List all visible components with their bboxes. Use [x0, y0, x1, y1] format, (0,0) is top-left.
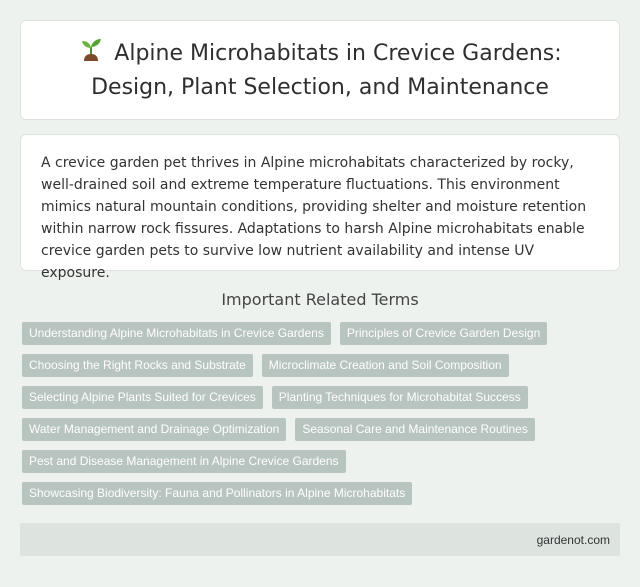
- related-term-tag[interactable]: Seasonal Care and Maintenance Routines: [295, 418, 534, 441]
- footer: [20, 523, 620, 556]
- related-term-tag[interactable]: Pest and Disease Management in Alpine Crevice Gardens: [22, 450, 346, 473]
- related-term-tag[interactable]: Understanding Alpine Microhabitats in Crevice Gardens: [22, 322, 331, 345]
- related-term-tag[interactable]: Showcasing Biodiversity: Fauna and Pollinators in Alpine Microhabitats: [22, 482, 412, 505]
- page-title: [51, 36, 589, 104]
- related-term-tag[interactable]: Planting Techniques for Microhabitat Success: [272, 386, 528, 409]
- related-terms-heading: Important Related Terms: [221, 290, 419, 309]
- description-text: A crevice garden pet thrives in Alpine microhabitats characterized by rocky, well-drained soil and extreme temperature fluctuations. This environment mimics natural mountain conditions, providing shelter and moisture retention within narrow rock fissures. Adaptations to harsh Alpine microhabitats enable crevice garden pets to survive low nutrient availability and intense UV exposure.: [41, 155, 587, 281]
- seedling-icon: [78, 36, 104, 72]
- title-card: [20, 20, 620, 120]
- related-term-tag[interactable]: Principles of Crevice Garden Design: [340, 322, 547, 345]
- related-term-tag[interactable]: Selecting Alpine Plants Suited for Crevices: [22, 386, 263, 409]
- description-card: [20, 134, 620, 281]
- page-title-text: Alpine Microhabitats in Crevice Gardens: Design, Plant Selection, and Maintenance: [91, 41, 562, 100]
- footer-site[interactable]: gardenot.com: [536, 532, 610, 547]
- related-terms-list: [22, 322, 622, 505]
- related-term-tag[interactable]: Microclimate Creation and Soil Composition: [262, 354, 509, 377]
- related-term-tag[interactable]: Choosing the Right Rocks and Substrate: [22, 354, 253, 377]
- related-term-tag[interactable]: Water Management and Drainage Optimization: [22, 418, 286, 441]
